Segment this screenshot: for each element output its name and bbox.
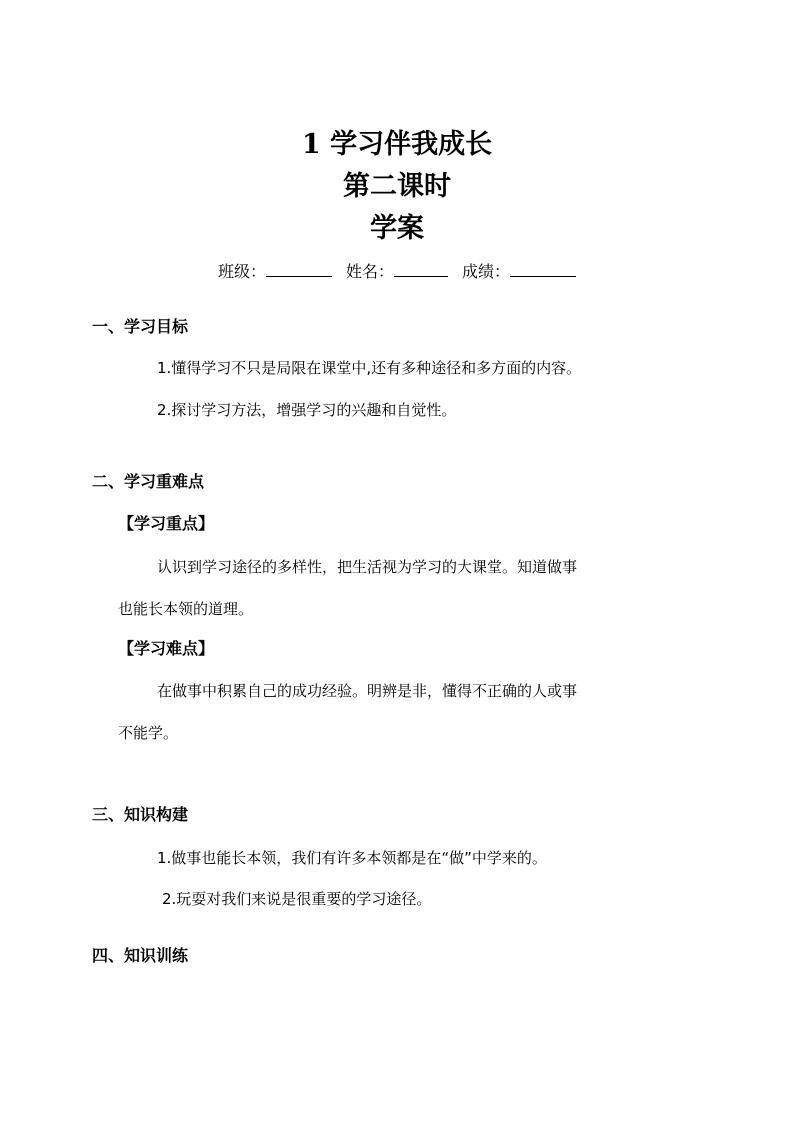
key-point-text-line: 认识到学习途径的多样性，把生活视为学习的大课堂。知道做事 [157,558,578,576]
knowledge-item: 2.玩耍对我们来说是很重要的学习途径。 [162,890,432,908]
worksheet-label: 学案 [370,213,424,244]
key-point-label: 【学习重点】 [118,514,215,533]
knowledge-item: 1.做事也能长本领，我们有许多本领都是在“做”中学来的。 [157,849,547,867]
class-label: 班级： [217,262,266,281]
document-title: 1 学习伴我成长 [301,129,493,160]
section-heading-training: 四、知识训练 [92,946,189,965]
section-heading-knowledge: 三、知识构建 [92,805,189,824]
difficult-point-label: 【学习难点】 [118,639,215,658]
name-blank [394,258,448,277]
section-heading-key-points: 二、学习重难点 [92,472,205,491]
objective-item: 2.探讨学习方法，增强学习的兴趣和自觉性。 [157,401,457,419]
section-heading-objectives: 一、学习目标 [92,317,189,336]
score-blank [510,258,576,277]
lesson-subtitle: 第二课时 [343,171,451,202]
name-label: 姓名： [345,262,394,281]
key-point-text-line: 也能长本领的道理。 [118,600,254,618]
difficult-point-text-line: 不能学。 [118,724,179,742]
student-info-line [0,258,794,285]
difficult-point-text-line: 在做事中积累自己的成功经验。明辨是非，懂得不正确的人或事 [157,682,578,700]
class-blank [266,258,332,277]
score-label: 成绩： [462,262,511,281]
objective-item: 1.懂得学习不只是局限在课堂中,还有多种途径和多方面的内容。 [157,359,582,377]
